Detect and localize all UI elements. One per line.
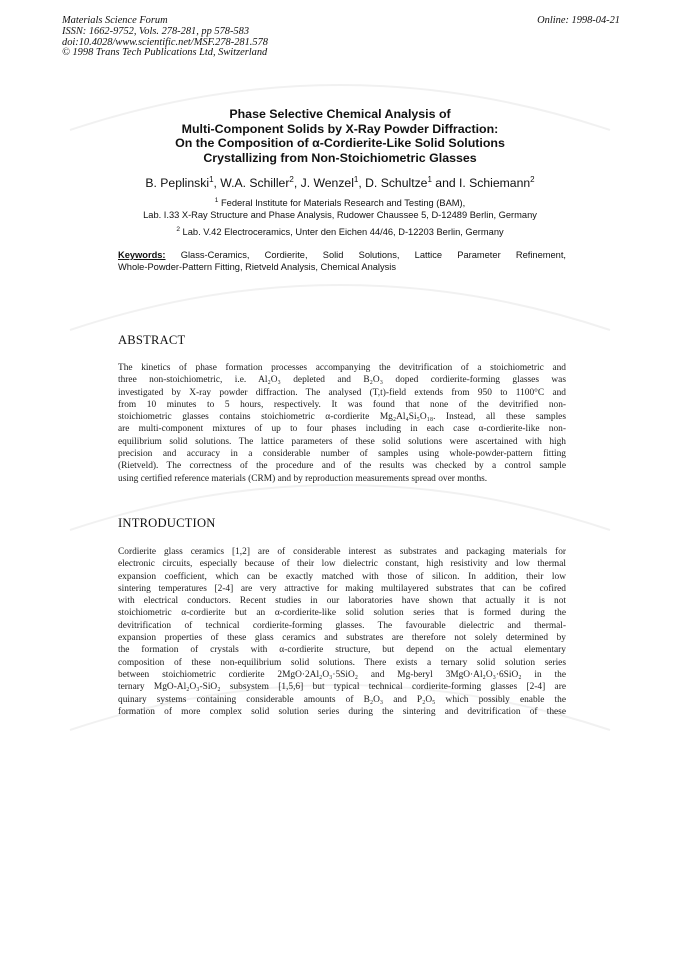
affiliation-text: Federal Institute for Materials Research and Testing (BAM), — [218, 198, 466, 208]
paper-title — [60, 107, 620, 165]
text-line: stoichiometric α-cordierite but an α-cordierite-like solid solution series that is formed during the — [118, 608, 566, 619]
text-line: equilibrium solid solutions. The lattice parameters of these solid solutions were ascertained with high — [118, 436, 566, 447]
author-name: , D. Schultze — [358, 176, 428, 190]
title-line: Multi-Component Solids by X-Ray Powder Diffraction: — [181, 121, 499, 136]
title-line: On the Composition of α-Cordierite-Like Solid Solutions — [175, 136, 505, 151]
author-name: , W.A. Schiller — [213, 176, 290, 190]
author-name: B. Peplinski — [145, 176, 210, 190]
text-line: are multi-component mixtures of up to four phases including in each case α-cordierite-like non- — [118, 424, 566, 435]
keywords-label: Keywords: — [118, 250, 166, 260]
introduction-heading: INTRODUCTION — [118, 516, 216, 530]
journal-header — [62, 16, 268, 59]
affiliation-text: Lab. I.33 X-Ray Structure and Phase Analysis, Rudower Chaussee 5, D-12489 Berlin, Germany — [143, 210, 537, 221]
text-line: (Rietveld). The correctness of the procedure and of the results was checked by a control sample — [118, 461, 566, 472]
affiliation-1 — [60, 197, 620, 222]
abstract-heading: ABSTRACT — [118, 333, 186, 347]
text-line: expansion properties of these glass ceramics and substrates are therefore not solely determined by — [118, 633, 566, 644]
text-line: composition of these non-equilibrium solid solutions. There exists a ternary solid solution series — [118, 657, 566, 668]
author-list — [60, 176, 620, 191]
journal-name: Materials Science Forum — [62, 15, 168, 26]
text-line: three non-stoichiometric, i.e. Al₂O₃ depleted and B₂O₃ doped cordierite-forming glasses was — [118, 375, 566, 386]
text-line: with electrical conductors. Recent studies in our laboratories have shown that actually it is not — [118, 596, 566, 607]
text-line: using certified reference materials (CRM) and by reproduction measurements spread over months. — [118, 473, 488, 484]
text-line: expansion coefficient, which can be exactly matched with those of silicon. In addition, their low — [118, 571, 566, 582]
text-line: electronic circuits, especially because of their low dielectric constant, high resistivity and low thermal — [118, 559, 566, 570]
introduction-body — [118, 546, 566, 718]
text-line: from 10 minutes to 5 hours, respectively. It was found that none of the devitrified non- — [118, 399, 566, 410]
keywords-text: Glass-Ceramics, Cordierite, Solid Solutions, Lattice Parameter Refinement, — [165, 250, 566, 260]
text-line: Cordierite glass ceramics [1,2] are of considerable interest as substrates and packaging materials for — [118, 547, 566, 557]
affiliation-marker: 1 — [353, 175, 359, 184]
affiliation-marker: 1 — [427, 175, 432, 184]
text-line: the formation of crystals with α-cordierite structure, but depend on the actual elementary — [118, 645, 566, 656]
text-line: investigated by X-ray powder diffraction. The analysed (T,t)-field extends from 950 to 1100°C and — [118, 387, 566, 398]
doi-link[interactable]: doi:10.4028/www.scientific.net/MSF.278-281.578 — [62, 36, 268, 48]
keywords-block — [118, 250, 566, 273]
author-name: and I. Schiemann — [431, 176, 531, 190]
affiliation-marker: 2 — [289, 175, 294, 184]
affiliation-marker: 1 — [209, 175, 214, 184]
issn-line: ISSN: 1662-9752, Vols. 278-281, pp 578-583 — [62, 25, 250, 37]
affiliation-text: Lab. V.42 Electroceramics, Unter den Eichen 44/46, D-12203 Berlin, Germany — [179, 227, 504, 237]
abstract-body — [118, 362, 566, 485]
text-line: precision and accuracy in a considerable number of samples using whole-powder-pattern fitting — [118, 449, 566, 460]
affiliation-marker: 2 — [176, 226, 180, 233]
keywords-text: Whole-Powder-Pattern Fitting, Rietveld Analysis, Chemical Analysis — [118, 261, 396, 272]
affiliation-marker: 2 — [530, 175, 535, 184]
text-line: quinary systems containing considerable amounts of B₂O₃ and P₂O₅ which possibly enable the — [118, 694, 566, 705]
title-line: Crystallizing from Non-Stoichiometric Glasses — [203, 150, 477, 165]
author-name: , J. Wenzel — [293, 176, 354, 190]
text-line: ternary MgO-Al₂O₃-SiO₂ subsystem [1,5,6] but typical technical cordierite-forming glasses [2-4] are — [118, 682, 566, 693]
affiliation-2 — [60, 226, 620, 238]
text-line: stoichiometric glasses contains stoichiometric α-cordierite Mg₂Al₄Si₅O₁₈. Instead, all these samples — [118, 412, 566, 423]
copyright-line: © 1998 Trans Tech Publications Ltd, Switzerland — [62, 47, 268, 59]
text-line: sintering temperatures [2-4] are very attractive for making multilayered substrates that can be cofired — [118, 583, 566, 594]
affiliation-marker: 1 — [214, 197, 219, 204]
text-line: formation of more complex solid solution series during the sintering and devitrification of these — [118, 706, 566, 717]
title-line: Phase Selective Chemical Analysis of — [229, 107, 451, 121]
online-date: Online: 1998-04-21 — [537, 15, 620, 26]
text-line: between stoichiometric cordierite 2MgO·2Al₂O₃·5SiO₂ and Mg-beryl 3MgO·Al₂O₃·6SiO₂ in the — [118, 669, 566, 680]
text-line: devitrification of technical cordierite-forming glasses. The favourable dielectric and thermal- — [118, 620, 566, 631]
text-line: The kinetics of phase formation processes accompanying the devitrification of a stoichiometric and — [118, 363, 566, 373]
